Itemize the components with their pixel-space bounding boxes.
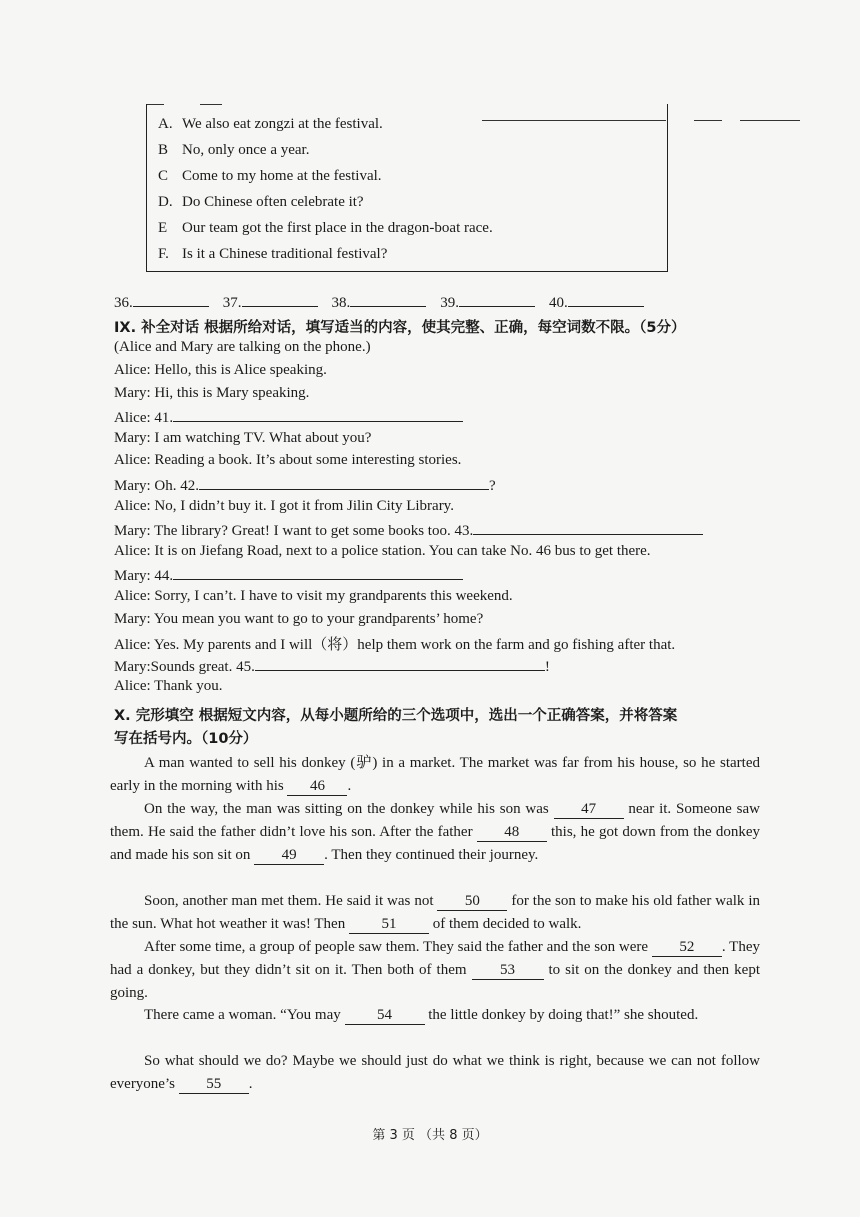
option-text: No, only once a year. bbox=[182, 142, 310, 158]
cloze-blank[interactable]: 51 bbox=[349, 915, 429, 934]
dialogue-blank[interactable] bbox=[173, 565, 463, 580]
option-item bbox=[158, 116, 383, 133]
cloze-text: near it. Someone saw them. He said the father didn’t love his son. After the father bbox=[110, 801, 760, 840]
cloze-blank[interactable]: 46 bbox=[287, 777, 347, 796]
page-footer: 第 3 页 （共 8 页） bbox=[372, 1128, 488, 1143]
dialogue-punct: ! bbox=[544, 658, 550, 675]
answer-slot bbox=[332, 292, 427, 312]
dialogue-blank[interactable] bbox=[255, 656, 545, 671]
cloze-paragraph bbox=[110, 752, 760, 798]
cloze-text: A man wanted to sell his donkey (驴) in a market. The market was far from his house, so he started early in the morning with his bbox=[110, 755, 760, 794]
dialogue-line bbox=[114, 588, 513, 605]
dialogue-line bbox=[114, 407, 463, 427]
dialogue-line bbox=[114, 452, 461, 469]
scan-line bbox=[740, 120, 800, 121]
cloze-blank[interactable]: 54 bbox=[345, 1006, 425, 1025]
answer-blank[interactable] bbox=[242, 292, 318, 307]
cloze-blank[interactable]: 52 bbox=[652, 938, 722, 957]
cloze-paragraph bbox=[110, 1050, 760, 1096]
option-letter: C bbox=[158, 168, 169, 184]
dialogue-line bbox=[114, 678, 222, 695]
answer-number: 36. bbox=[114, 295, 133, 311]
dialogue-text: Alice: Thank you. bbox=[114, 678, 223, 695]
dialogue-text: Mary: You mean you want to go to your grandparents’ home? bbox=[114, 610, 484, 627]
option-letter: A. bbox=[158, 116, 173, 132]
dialogue-line bbox=[114, 430, 371, 447]
option-text: Do Chinese often celebrate it? bbox=[182, 194, 364, 210]
answer-row bbox=[114, 292, 658, 312]
cloze-paragraph bbox=[110, 936, 760, 1005]
dialogue-punct: ? bbox=[489, 478, 496, 494]
dialogue-text: Alice: It is on Jiefang Road, next to a police station. You can take No. 46 bus to get there. bbox=[114, 542, 651, 559]
answer-slot bbox=[440, 292, 535, 312]
cloze-text: the little donkey by doing that!” she shouted. bbox=[424, 1007, 699, 1023]
cloze-blank[interactable]: 53 bbox=[472, 961, 544, 980]
cloze-paragraph bbox=[110, 798, 760, 867]
cloze-text: for the son to make his old father walk in the sun. What hot weather it was! Then bbox=[110, 893, 760, 932]
cloze-blank[interactable]: 55 bbox=[179, 1075, 249, 1094]
section-heading: X. 完形填空 根据短文内容，从每小题所给的三个选项中，选出一个正确答案，并将答案 bbox=[114, 708, 678, 724]
cloze-text: So what should we do? Maybe we should just do what we think is right, because we can not follow everyone’s bbox=[110, 1053, 760, 1092]
cloze-text: Soon, another man met them. He said it was not bbox=[144, 893, 438, 909]
dialogue-text: Alice: Sorry, I can’t. I have to visit my grandparents this weekend. bbox=[114, 588, 513, 604]
option-text: Come to my home at the festival. bbox=[182, 168, 382, 184]
answer-number: 40. bbox=[549, 295, 568, 311]
dialogue-text: Alice: Yes. My parents and I will（将）help them work on the farm and go fishing after that. bbox=[114, 637, 676, 654]
dialogue-line bbox=[114, 543, 651, 560]
option-item bbox=[158, 142, 309, 159]
option-letter: B bbox=[158, 142, 169, 158]
dialogue-line bbox=[114, 475, 496, 495]
dialogue-blank[interactable] bbox=[473, 520, 703, 535]
cloze-blank[interactable]: 48 bbox=[477, 823, 547, 842]
option-text: Is it a Chinese traditional festival? bbox=[182, 246, 388, 262]
cloze-text: . Then they continued their journey. bbox=[324, 847, 539, 863]
cloze-paragraph bbox=[110, 1004, 760, 1027]
cloze-text: After some time, a group of people saw them. They said the father and the son were bbox=[144, 939, 652, 955]
cloze-paragraph bbox=[110, 890, 760, 936]
dialogue-text: Alice: Hello, this is Alice speaking. bbox=[114, 362, 327, 378]
cloze-blank[interactable]: 49 bbox=[254, 846, 324, 865]
option-item bbox=[158, 220, 493, 237]
cloze-blank[interactable]: 50 bbox=[437, 892, 507, 911]
answer-blank[interactable] bbox=[133, 292, 209, 307]
cloze-blank[interactable]: 47 bbox=[554, 800, 624, 819]
option-item bbox=[158, 168, 382, 185]
answer-slot bbox=[223, 292, 318, 312]
dialogue-text: Mary:Sounds great. 45. bbox=[114, 658, 255, 675]
answer-slot bbox=[549, 292, 644, 312]
option-item bbox=[158, 194, 364, 211]
dialogue-blank[interactable] bbox=[199, 475, 489, 490]
dialogue-text: Mary: 44. bbox=[114, 568, 174, 585]
option-letter: F. bbox=[158, 246, 169, 262]
answer-blank[interactable] bbox=[568, 292, 644, 307]
section-heading-cont: 写在括号内。（10分） bbox=[114, 731, 258, 747]
option-text: Our team got the first place in the dragon-boat race. bbox=[182, 220, 493, 236]
option-text: We also eat zongzi at the festival. bbox=[182, 116, 383, 132]
dialogue-line bbox=[114, 362, 327, 379]
option-letter: E bbox=[158, 220, 168, 236]
cloze-text: . bbox=[248, 1076, 253, 1092]
answer-blank[interactable] bbox=[350, 292, 426, 307]
cloze-text: . They had a donkey, but they didn’t sit on it. Then both of them bbox=[110, 939, 760, 978]
dialogue-text: Alice: No, I didn’t buy it. I got it from Jilin City Library. bbox=[114, 497, 454, 514]
answer-slot bbox=[114, 292, 209, 312]
dialogue-line bbox=[114, 498, 454, 515]
dialogue-text: Mary: I am watching TV. What about you? bbox=[114, 429, 372, 446]
dialogue-text: Mary: Oh. 42. bbox=[114, 478, 199, 494]
dialogue-line bbox=[114, 656, 550, 676]
dialogue-text: Alice: 41. bbox=[114, 410, 174, 427]
dialogue-line bbox=[114, 520, 703, 540]
scan-line bbox=[694, 120, 722, 121]
cloze-text: There came a woman. “You may bbox=[144, 1007, 345, 1023]
cloze-text: this, he got down from the donkey and made his son sit on bbox=[110, 824, 760, 863]
dialogue-line bbox=[114, 385, 309, 402]
dialogue-text: Alice: Reading a book. It’s about some interesting stories. bbox=[114, 452, 462, 469]
dialogue-line bbox=[114, 565, 463, 585]
option-letter: D. bbox=[158, 194, 173, 210]
answer-blank[interactable] bbox=[459, 292, 535, 307]
cloze-text: of them decided to walk. bbox=[428, 916, 582, 932]
dialogue-line bbox=[114, 611, 483, 628]
answer-number: 39. bbox=[440, 295, 459, 311]
dialogue-intro: (Alice and Mary are talking on the phone.) bbox=[114, 339, 371, 355]
cloze-text: . bbox=[347, 778, 352, 794]
dialogue-text: Mary: Hi, this is Mary speaking. bbox=[114, 384, 310, 401]
answer-number: 38. bbox=[331, 295, 351, 311]
dialogue-text: Mary: The library? Great! I want to get some books too. 43. bbox=[114, 523, 474, 540]
answer-number: 37. bbox=[222, 295, 242, 311]
cloze-text: to sit on the donkey and then kept going. bbox=[110, 962, 760, 1001]
dialogue-blank[interactable] bbox=[173, 407, 463, 422]
cloze-text: On the way, the man was sitting on the donkey while his son was bbox=[144, 801, 554, 817]
option-item bbox=[158, 246, 387, 263]
dialogue-line bbox=[114, 633, 675, 654]
section-heading: IX. 补全对话 根据所给对话，填写适当的内容，使其完整、正确，每空词数不限。（5分） bbox=[114, 320, 686, 336]
